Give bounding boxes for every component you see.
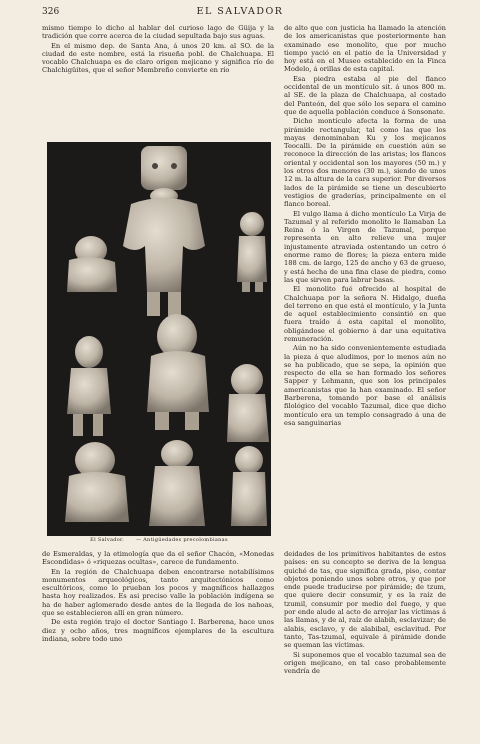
figure-caption [47,537,271,544]
photograph-figurines [47,142,271,536]
paragraph: De esta región trajo el doctor Santiago I. Barberena, hace unos diez y ocho años, tres magníficos ejemplares de la escultura indiana, sobre todo uno [42,618,274,643]
paragraph: En el mismo dep. de Santa Ana, á unos 20 km. al SO. de la ciudad de este nombre, está la risueña pobl. de Chalchuapa. El vocablo Chalchuapa es de claro origen mejicano y significa río de Chalchigüites, que el señor Membreño convierte en río [42,41,274,75]
paragraph: El vulgo llama á dicho montículo La Virja de Tazumal y al referido monolito le llamaban La Reina ó la Virgen de Tazumal, porque representa en alto relieve una mujer injustamente atraviada ostentando un cetro ó enorme ramo de flores; la pieza entera mide 188 cm. de largo, 125 de ancho y 63 de grueso, y está hecha de una fina clase de piedra, como las que sirven para labrar basas. [284,209,446,284]
paragraph: deidades de los primitivos habitantes de estos países: en su concepto se deriva de la lengua quiché de tas, que significa grada, piso, contar objetos poniendo unos sobre otros, y que por ende puede traducirse por pirámide; de tzum, que quiere decir consumir, y es la raíz de tzumil, consumir por medio del fuego, y que por ende alude al acto de arrojar las víctimas á las llamas, y de al, raíz de alabih, esclavizar; de alabis, esclavo, y de alabibal, esclavitud. Por tanto, Tas-tzumal, equivale á pirámide donde se queman las víctimas. [284,550,446,650]
running-title: EL SALVADOR [196,6,284,17]
figurine-right-upper [237,212,267,292]
figurines-photo-svg [47,142,271,536]
paragraph: de alto que con justicia ha llamado la atención de los americanistas que posteriormente han examinado ese monolito, que por mucho tiempo yació en el patio de la Universidad y hoy está en el Museo establecido en la Finca Modelo, á orillas de esta capital. [284,24,446,74]
paragraph: de Esmeraldas, y la etimología que da el señor Chacón, «Monedas Escondidas» ó «riquezas ocultas», carece de fundamento. [42,550,274,567]
paragraph: El monolito fué ofrecido al hospital de Chalchuapa por la señora N. Hidalgo, dueña del terreno en que está el montículo, y la Junta de aquel establecimiento consintió en que fuera traído á esta capital el monolito, obligándose el gobierno á dar una equitativa remuneración. [284,285,446,343]
column-left-top [42,24,274,76]
caption-source: El Salvador. [90,537,125,543]
paragraph: Aún no ha sido convenientemente estudiada la pieza á que aludimos, por lo menos aún no se ha publicado, que se sepa, la opinión que respecto de ella se han formado los señores Sapper y Lehmann, que son los principales americanistas que la han examinado. El señor Barberena, tomando por base el análisis filológico del vocablo Tazumal, dice que dicho montículo era un templo consagrado á una de esa sanguinarias [284,344,446,427]
caption-title: — Antigüedades precolombianas [135,537,228,543]
column-right-bottom [284,550,446,676]
paragraph: En la región de Chalchuapa deben encontrarse notabilísimos monumentos arqueológicos, tanto arquitectónicos como escultóricos, como lo prueban los pocos y magníficos hallazgos hasta hoy realizados. Es asi preciso valle la población indígena se ha de haber aglomerado desde antes de la llegada de los nahoas, que se establecieron allí en gran número. [42,567,274,618]
page-number: 326 [42,7,60,17]
paragraph: Esa piedra estaba al pie del flanco occidental de un montículo sit. á unos 800 m. al SE. de la plaza de Chalchuapa, al costado del Panteón, del que sólo los separa el camino que de aquella población conduce á Sonsonate. [284,74,446,116]
column-right [284,24,446,428]
paragraph: Dicho montículo afecta la forma de una pirámide rectangular, tal como las que los mayas denominaban Ku y los mejicanos Teocalli. De la pirámide en cuestión aún se reconoce la dirección de las aristas; los flancos oriental y occidental son los mayores (50 m.) y los otros dos menores (30 m.), siendo de unos 12 m. la altura de la cara superior. Por diversos lados de la pirámide se tiene un descubierto vestigios de graderías, principalmente en el flanco boreal. [284,117,446,209]
page-header [0,0,480,22]
column-left-bottom [42,550,274,644]
figurine-bottom-right [231,446,267,526]
paragraph: mismo tiempo lo dicho al hablar del curioso lago de Güija y la tradición que corre acerca de la ciudad sepultada bajo sus aguas. [42,24,274,41]
paragraph: Si suponemos que el vocablo tazumal sea de origen mejicano, en tal caso probablemente vendría de [284,650,446,676]
